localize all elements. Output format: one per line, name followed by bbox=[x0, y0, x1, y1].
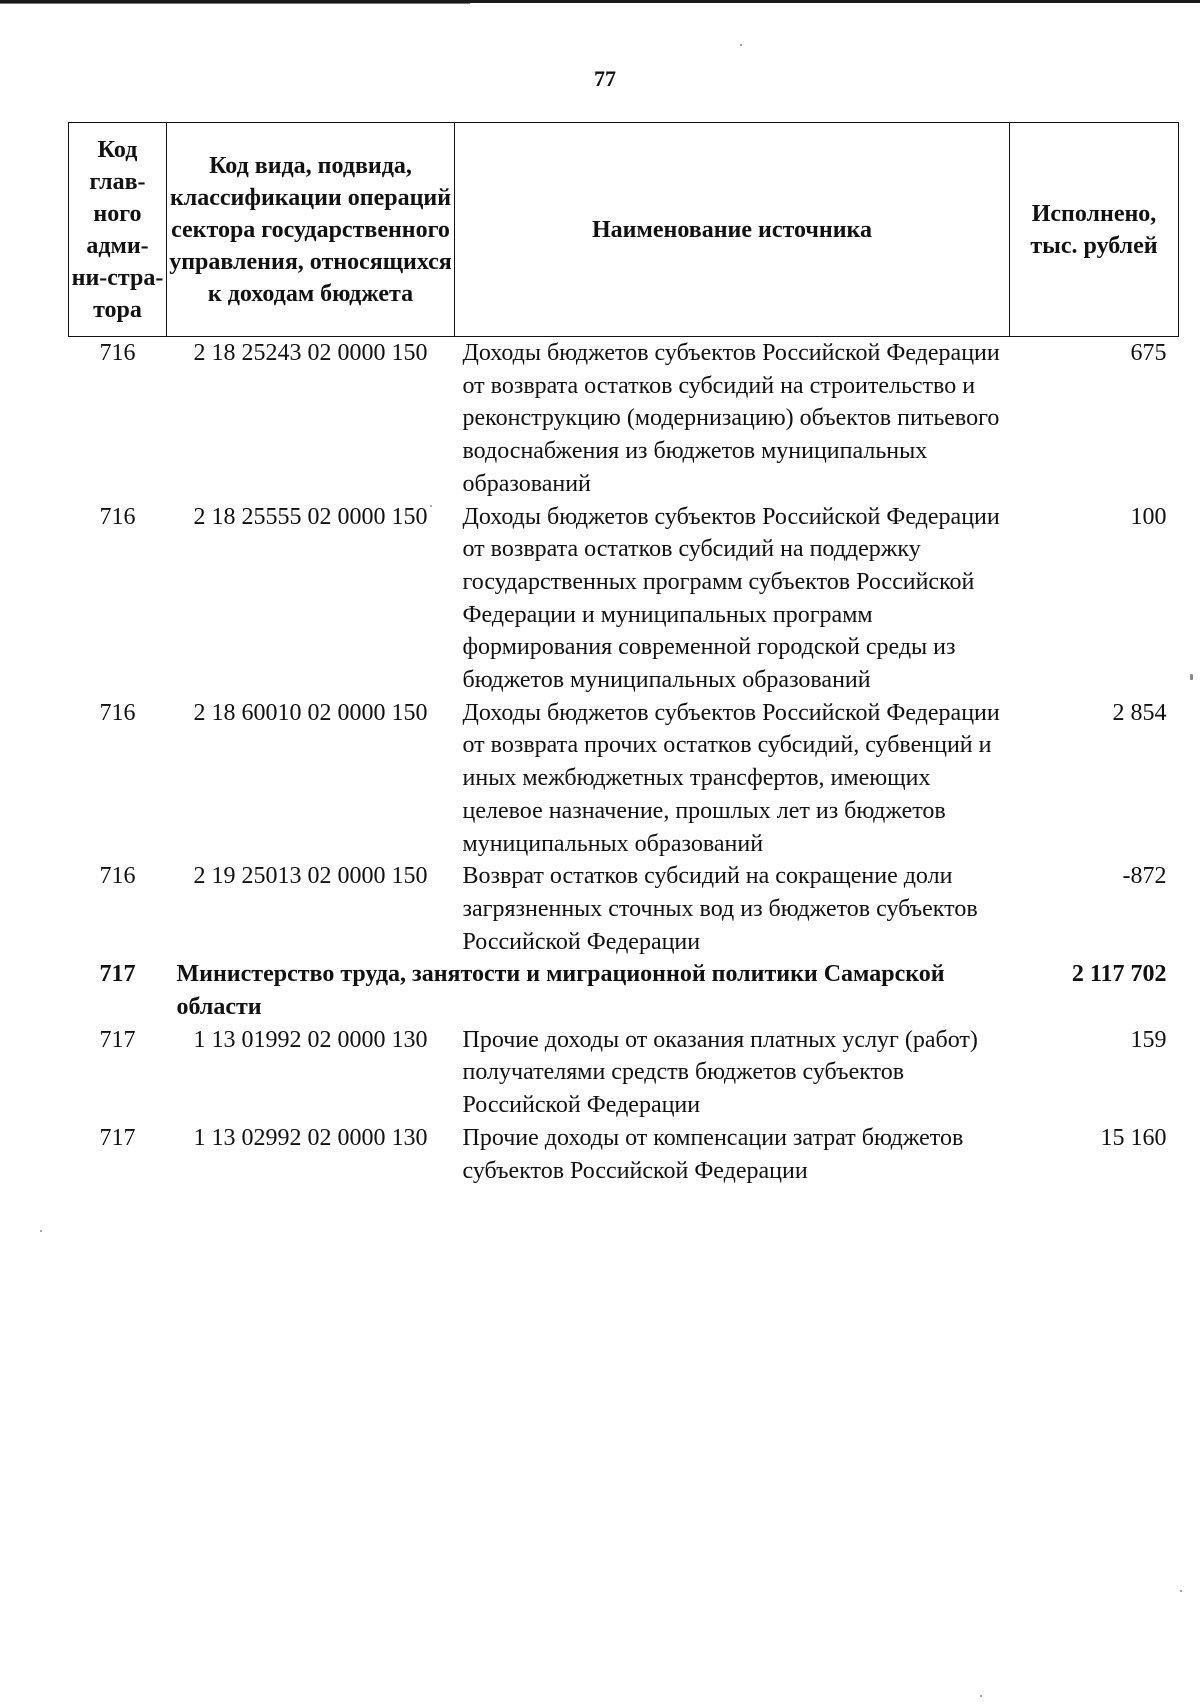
scan-speck bbox=[430, 505, 432, 507]
scan-speck bbox=[1180, 1590, 1182, 1592]
amount-cell: 100 bbox=[1130, 503, 1167, 530]
source-name-cell: Возврат остатков субсидий на сокращение доли загрязненных сточных вод из бюджетов субъектов Российской Федерации bbox=[462, 863, 978, 955]
table-row bbox=[69, 860, 1179, 958]
table-row bbox=[69, 337, 1179, 501]
table-row bbox=[69, 501, 1179, 697]
scan-speck bbox=[1190, 674, 1193, 680]
org-name-cell: Министерство труда, занятости и миграционной политики Самарской области bbox=[176, 961, 945, 1021]
revenue-code-cell: 1 13 02992 02 0000 130 bbox=[193, 1124, 428, 1151]
source-name-cell: Прочие доходы от компенсации затрат бюджетов субъектов Российской Федерации bbox=[462, 1124, 964, 1184]
admin-code-cell: 717 bbox=[99, 1124, 136, 1151]
amount-cell: 2 854 bbox=[1112, 699, 1167, 726]
source-name-cell: Доходы бюджетов субъектов Российской Федерации от возврата остатков субсидий на строительство и реконструкцию (модернизацию) объектов питьевого водоснабжения из бюджетов муниципальных образований bbox=[462, 340, 1000, 497]
scan-speck bbox=[40, 1230, 42, 1232]
revenue-code-cell: 1 13 01992 02 0000 130 bbox=[193, 1026, 428, 1053]
header-admin-code: Код глав-ного адми-ни-стра-тора bbox=[69, 123, 167, 337]
admin-code-cell: 716 bbox=[99, 503, 136, 530]
admin-code-cell: 716 bbox=[99, 863, 136, 890]
table-header-row bbox=[69, 123, 1179, 337]
amount-cell: -872 bbox=[1122, 863, 1167, 890]
org-admin-code-cell: 717 bbox=[99, 961, 136, 988]
header-revenue-code: Код вида, подвида, классификации операций сектора государственного управления, относящихся к доходам бюджета bbox=[167, 123, 455, 337]
scan-speck bbox=[740, 44, 742, 46]
header-source-name: Наименование источника bbox=[455, 123, 1010, 337]
source-name-cell: Прочие доходы от оказания платных услуг (работ) получателями средств бюджетов субъектов Российской Федерации bbox=[462, 1026, 978, 1119]
scan-speck bbox=[980, 1695, 982, 1697]
admin-code-cell: 717 bbox=[99, 1026, 136, 1053]
table-row bbox=[69, 697, 1179, 861]
table-row bbox=[69, 1024, 1179, 1122]
header-executed-amount: Исполнено, тыс. рублей bbox=[1010, 123, 1179, 337]
page-number: 77 bbox=[594, 66, 616, 91]
amount-cell: 159 bbox=[1130, 1026, 1167, 1053]
table-row bbox=[69, 1122, 1179, 1187]
top-border-line-secondary bbox=[0, 3, 470, 4]
revenue-code-cell: 2 19 25013 02 0000 150 bbox=[193, 863, 428, 890]
org-amount-cell: 2 117 702 bbox=[1071, 961, 1167, 988]
source-name-cell: Доходы бюджетов субъектов Российской Федерации от возврата прочих остатков субсидий, субвенций и иных межбюджетных трансфертов, имеющих целевое назначение, прошлых лет из бюджетов муниципальных образований bbox=[462, 699, 1000, 857]
admin-code-cell: 716 bbox=[99, 340, 136, 366]
administrator-group-row bbox=[69, 958, 1179, 1023]
revenue-table bbox=[68, 122, 1179, 1187]
revenue-code-cell: 2 18 25555 02 0000 150 bbox=[193, 503, 428, 530]
admin-code-cell: 716 bbox=[99, 699, 136, 726]
amount-cell: 675 bbox=[1130, 340, 1167, 366]
source-name-cell: Доходы бюджетов субъектов Российской Федерации от возврата остатков субсидий на поддержку государственных программ субъектов Российской Федерации и муниципальных программ формирования современной городской среды из бюджетов муниципальных образований bbox=[462, 503, 1000, 694]
revenue-code-cell: 2 18 60010 02 0000 150 bbox=[193, 699, 428, 726]
revenue-code-cell: 2 18 25243 02 0000 150 bbox=[193, 340, 428, 366]
amount-cell: 15 160 bbox=[1100, 1124, 1167, 1151]
